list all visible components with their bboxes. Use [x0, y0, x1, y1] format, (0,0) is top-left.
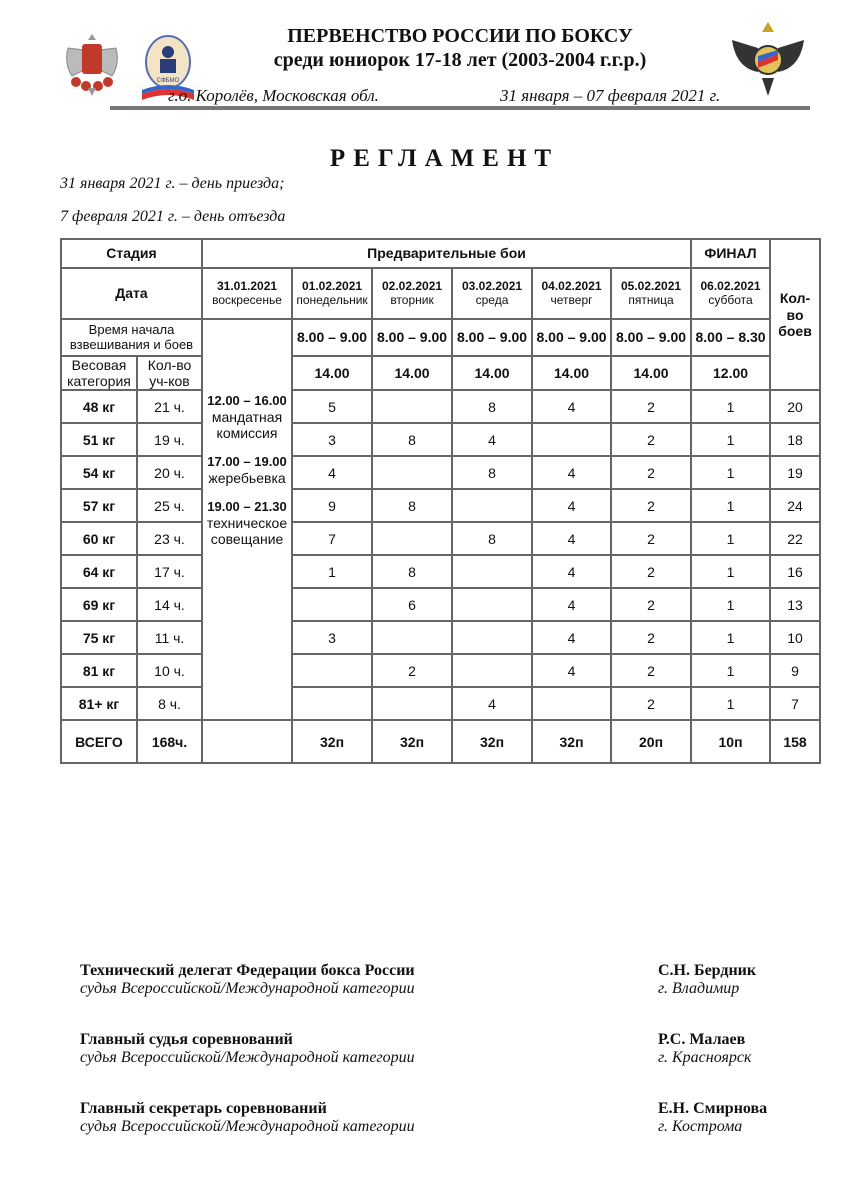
day-header: 01.02.2021 понедельник	[292, 268, 372, 319]
table-row: 57 кг 25 ч. 9 8 4 2 1 24	[61, 489, 820, 522]
totals-day: 10п	[691, 720, 770, 763]
table-row: 75 кг 11 ч. 3 4 2 1 10	[61, 621, 820, 654]
arrival-day-schedule: 12.00 – 16.00 мандатная комиссия 17.00 – 19.00 жеребьевка 19.00 – 21.30 техническое совещание	[202, 319, 292, 720]
signature-role: Главный судья соревнований	[80, 1031, 293, 1048]
signature-block	[80, 1100, 800, 1136]
departure-note: 7 февраля 2021 г. – день отъезда	[60, 208, 286, 225]
stage-prelim: Предварительные бои	[202, 239, 691, 268]
signature-category: судья Всероссийской/Международной категории	[80, 980, 415, 997]
schedule-table	[60, 238, 821, 764]
table-row: 69 кг 14 ч. 6 4 2 1 13	[61, 588, 820, 621]
weigh-time: 8.00 – 9.00	[452, 319, 532, 356]
weight-category-label: Весовая категория	[61, 356, 137, 390]
signature-category: судья Всероссийской/Международной категории	[80, 1118, 415, 1135]
totals-row	[61, 720, 820, 763]
start-row	[61, 356, 820, 390]
weigh-label: Время начала взвешивания и боев	[61, 319, 202, 356]
signature-name: С.Н. Бердник	[658, 962, 757, 979]
weigh-time: 8.00 – 9.00	[292, 319, 372, 356]
weigh-time: 8.00 – 9.00	[372, 319, 452, 356]
event-location: г.о. Королёв, Московская обл.	[168, 86, 379, 105]
participants-label: Кол-во уч-ков	[137, 356, 202, 390]
totals-day: 32п	[532, 720, 611, 763]
signature-category: судья Всероссийской/Международной категории	[80, 1049, 415, 1066]
start-time: 14.00	[452, 356, 532, 390]
signature-name: Р.С. Малаев	[658, 1031, 746, 1048]
totals-day: 20п	[611, 720, 691, 763]
weigh-row	[61, 319, 820, 356]
weigh-time: 8.00 – 9.00	[611, 319, 691, 356]
signature-block	[80, 962, 800, 998]
fights-count-header: Кол-во боев	[770, 239, 820, 390]
table-row: 54 кг 20 ч. 4 8 4 2 1 19	[61, 456, 820, 489]
table-row: 81 кг 10 ч. 2 4 2 1 9	[61, 654, 820, 687]
svg-text:СФБМО: СФБМО	[156, 78, 180, 84]
start-time: 14.00	[292, 356, 372, 390]
table-row: 48 кг 21 ч. 5 8 4 2 1 20	[61, 390, 820, 423]
start-time: 14.00	[372, 356, 452, 390]
table-row: 64 кг 17 ч. 1 8 4 2 1 16	[61, 555, 820, 588]
event-subtitle: среди юниорок 17-18 лет (2003-2004 г.г.р.)	[273, 49, 647, 71]
start-time: 14.00	[532, 356, 611, 390]
signature-role: Технический делегат Федерации бокса России	[80, 962, 415, 979]
signature-name: Е.Н. Смирнова	[658, 1100, 768, 1117]
weigh-time: 8.00 – 9.00	[532, 319, 611, 356]
signature-city: г. Кострома	[658, 1118, 743, 1135]
stage-final: ФИНАЛ	[691, 239, 770, 268]
signature-city: г. Красноярск	[658, 1049, 752, 1066]
totals-day: 32п	[452, 720, 532, 763]
day-header: 04.02.2021 четверг	[532, 268, 611, 319]
totals-day	[202, 720, 292, 763]
totals-participants: 168ч.	[137, 720, 202, 763]
date-row	[61, 268, 820, 319]
totals-day: 32п	[292, 720, 372, 763]
date-label: Дата	[61, 268, 202, 319]
totals-label: ВСЕГО	[61, 720, 137, 763]
document-title: РЕГЛАМЕНТ	[329, 145, 560, 172]
minsport-eagle-icon	[728, 18, 808, 100]
day-header: 02.02.2021 вторник	[372, 268, 452, 319]
document-header	[0, 0, 849, 110]
day-header: 05.02.2021 пятница	[611, 268, 691, 319]
start-time: 12.00	[691, 356, 770, 390]
stage-label: Стадия	[61, 239, 202, 268]
event-title: ПЕРВЕНСТВО РОССИИ ПО БОКСУ	[287, 25, 633, 47]
totals-day: 32п	[372, 720, 452, 763]
arrival-note: 31 января 2021 г. – день приезда;	[60, 175, 285, 192]
signature-block	[80, 1031, 800, 1067]
totals-fights: 158	[770, 720, 820, 763]
header-divider	[110, 106, 810, 110]
table-row: 81+ кг 8 ч. 4 2 1 7	[61, 687, 820, 720]
signature-role: Главный секретарь соревнований	[80, 1100, 327, 1117]
signature-city: г. Владимир	[658, 980, 740, 997]
day-header: 06.02.2021 суббота	[691, 268, 770, 319]
event-dates: 31 января – 07 февраля 2021 г.	[500, 86, 721, 105]
day-header: 03.02.2021 среда	[452, 268, 532, 319]
stage-row	[61, 239, 820, 268]
start-time: 14.00	[611, 356, 691, 390]
weigh-time: 8.00 – 8.30	[691, 319, 770, 356]
table-row: 51 кг 19 ч. 3 8 4 2 1 18	[61, 423, 820, 456]
ministry-emblem-icon	[62, 30, 122, 98]
day-header: 31.01.2021 воскресенье	[202, 268, 292, 319]
table-row: 60 кг 23 ч. 7 8 4 2 1 22	[61, 522, 820, 555]
